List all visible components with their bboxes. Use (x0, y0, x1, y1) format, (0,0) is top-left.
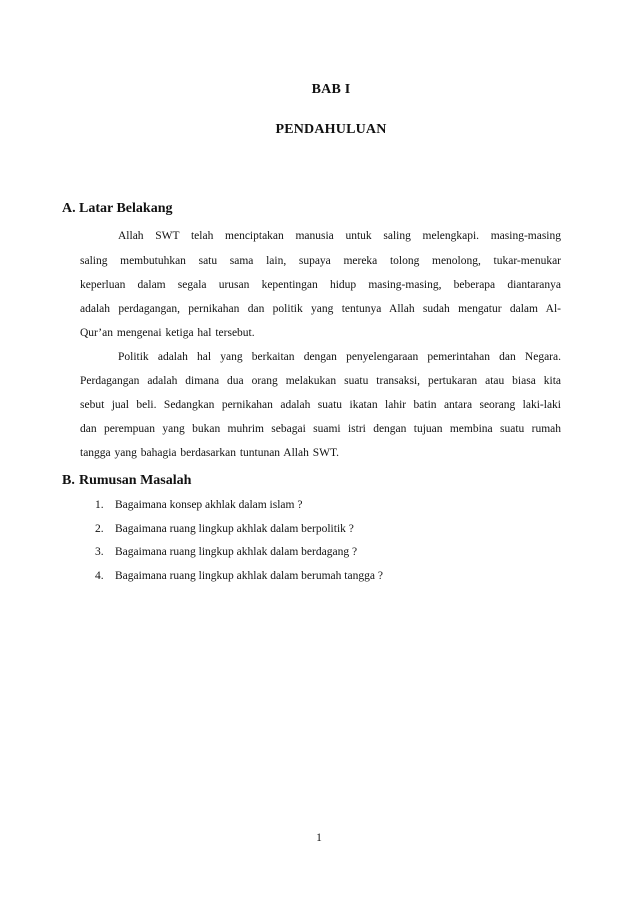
paragraph-line: keperluan dalam segala urusan kepentingan hidup masing-masing, beberapa diantaranya (80, 279, 561, 291)
section-a-letter: A. (62, 201, 76, 216)
list-item-number: 1. (95, 499, 104, 511)
section-b-letter: B. (62, 473, 75, 488)
section-b-heading (62, 473, 191, 489)
paragraph-line: sebut jual beli. Sedangkan pernikahan adalah suatu ikatan lahir batin antara seorang laki-laki (80, 399, 561, 411)
paragraph-line: tangga yang bahagia berdasarkan tuntunan Allah SWT. (80, 447, 340, 459)
chapter-number: BAB I (311, 82, 351, 97)
paragraph-line: Qur’an mengenai ketiga hal tersebut. (80, 327, 255, 339)
list-item-number: 2. (95, 523, 104, 535)
list-item (95, 546, 357, 558)
section-a-heading (62, 201, 172, 217)
list-item (95, 499, 302, 511)
paragraph-line: Politik adalah hal yang berkaitan dengan penyelengaraan pemerintahan dan Negara. (118, 351, 561, 363)
list-item (95, 570, 383, 582)
list-item-text: Bagaimana ruang lingkup akhlak dalam berdagang ? (115, 546, 358, 558)
list-item-text: Bagaimana konsep akhlak dalam islam ? (115, 499, 303, 511)
paragraph-line: Allah SWT telah menciptakan manusia untuk saling melengkapi. masing-masing (118, 230, 561, 242)
paragraph-line: Perdagangan adalah dimana dua orang melakukan suatu transaksi, pertukaran atau biasa kita (80, 375, 561, 387)
chapter-title: PENDAHULUAN (275, 122, 387, 137)
paragraph-line: adalah perdagangan, pernikahan dan politik yang tentunya Allah sudah mengatur dalam Al- (80, 303, 561, 315)
paragraph-line: saling membutuhkan satu sama lain, supaya mereka tolong menolong, tukar-menukar (80, 255, 561, 267)
paragraph-line: dan perempuan yang bukan muhrim sebagai suami istri dengan tujuan membina suatu rumah (80, 423, 561, 435)
list-item-number: 4. (95, 570, 104, 582)
list-item-number: 3. (95, 546, 104, 558)
section-a-title: Latar Belakang (79, 201, 173, 216)
section-b-title: Rumusan Masalah (79, 473, 192, 488)
list-item-text: Bagaimana ruang lingkup akhlak dalam berpolitik ? (115, 523, 354, 535)
page-number: 1 (316, 832, 322, 844)
list-item-text: Bagaimana ruang lingkup akhlak dalam berumah tangga ? (115, 570, 383, 582)
list-item (95, 523, 354, 535)
